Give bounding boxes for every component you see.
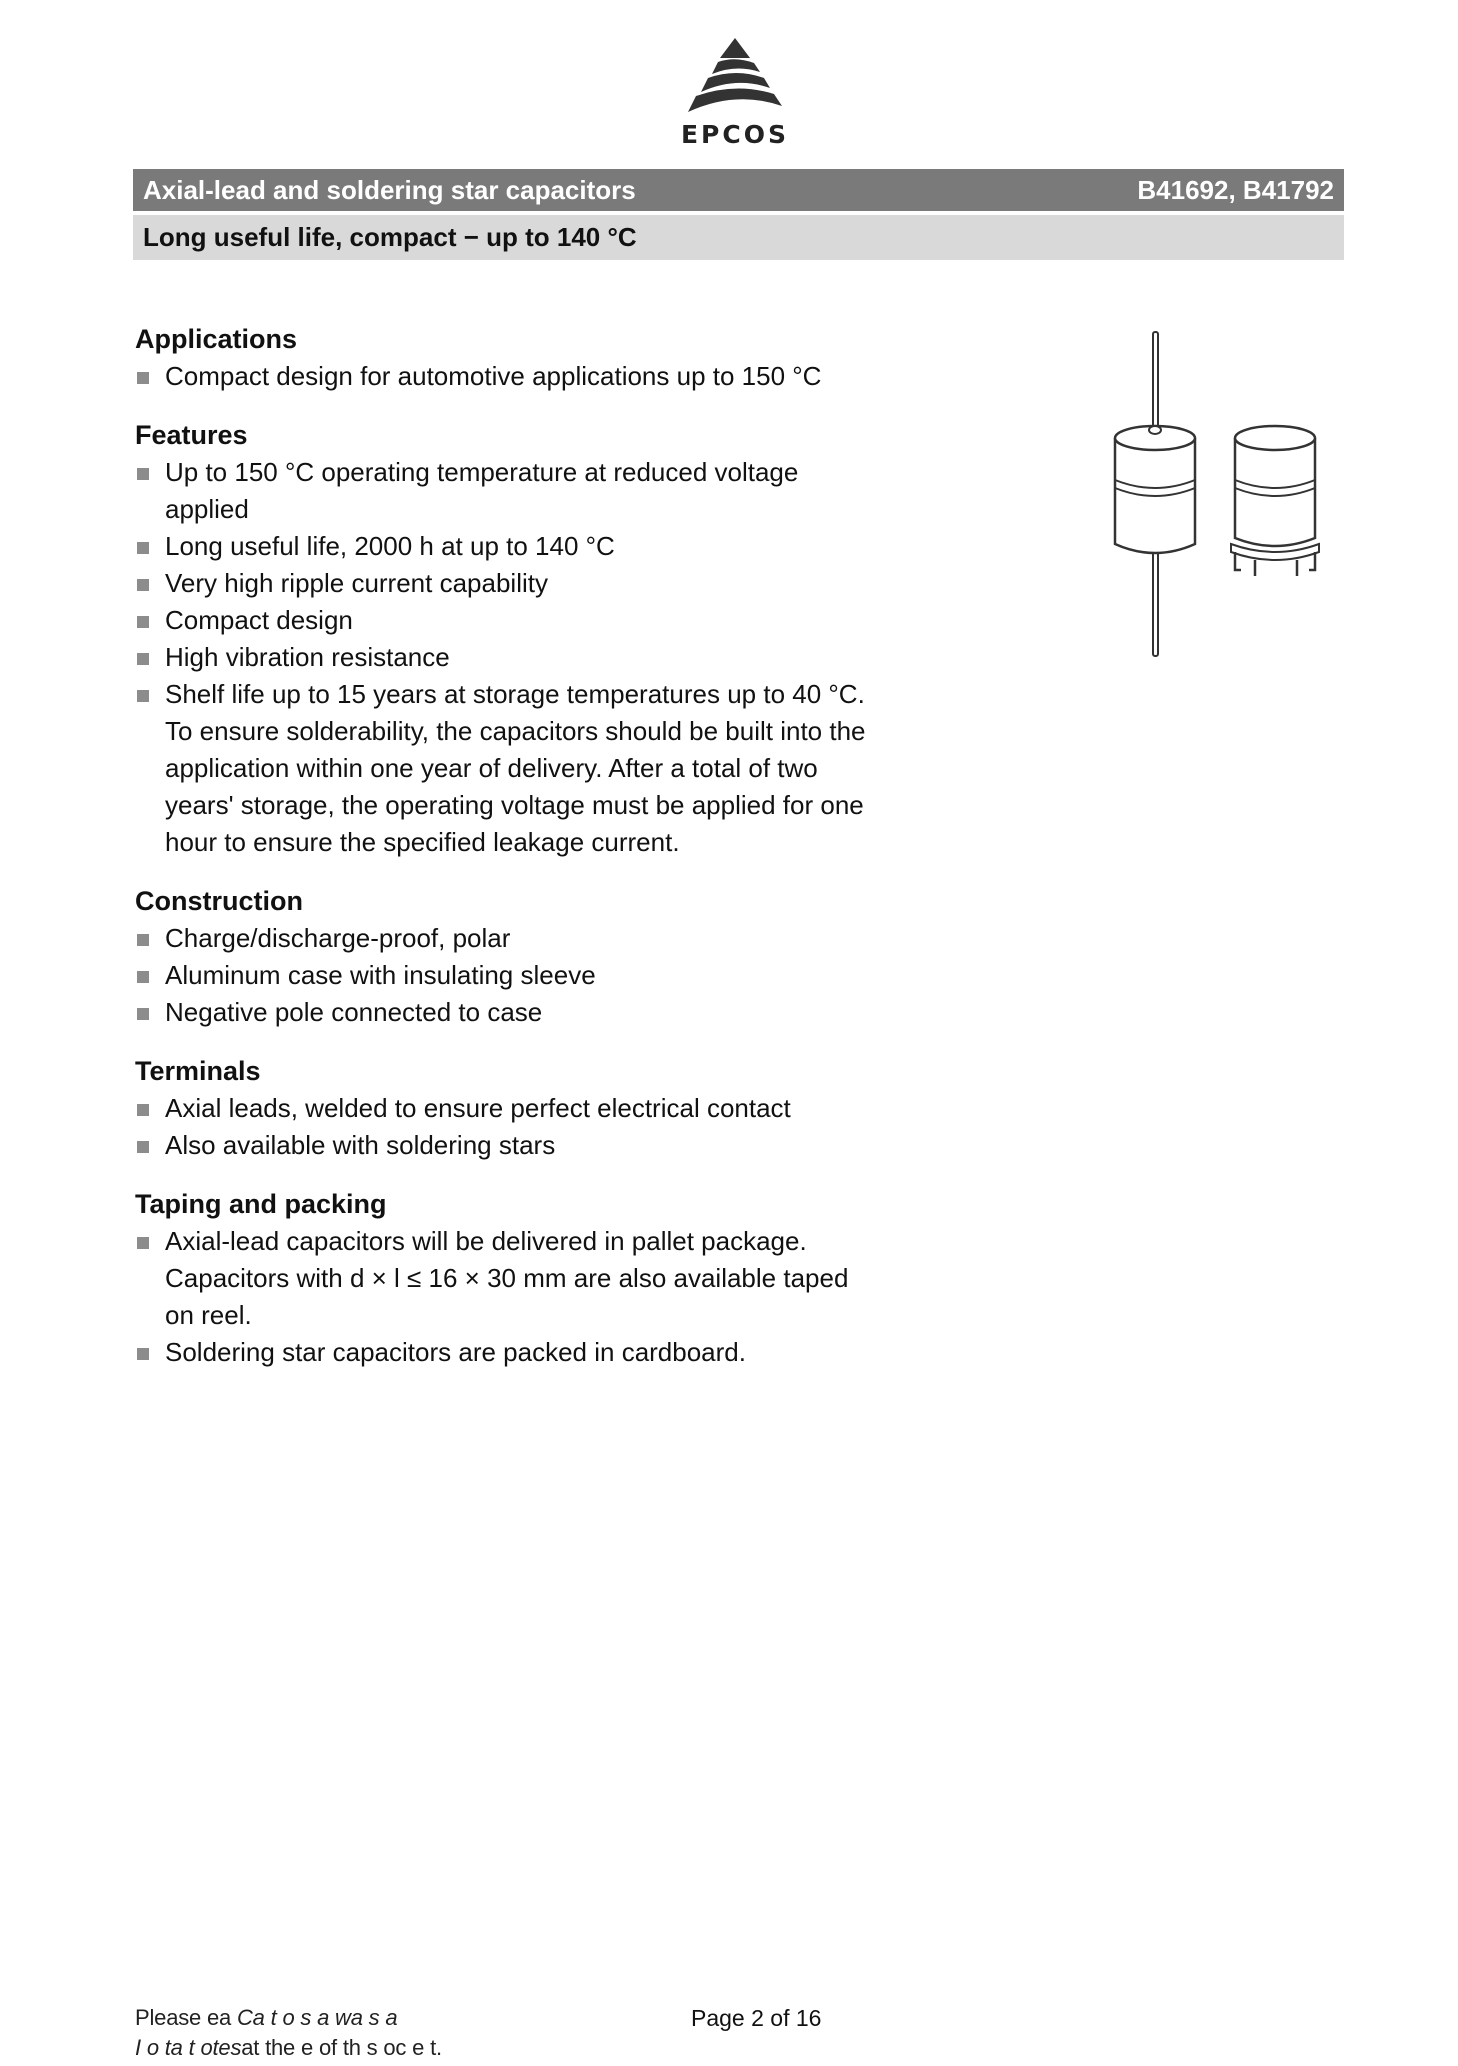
- section-applications: [135, 320, 935, 395]
- list-item: [135, 358, 935, 395]
- list-item: [135, 1127, 935, 1164]
- product-codes: B41692, B41792: [1137, 174, 1334, 205]
- main-content: [135, 320, 935, 1392]
- square-bullet-icon: [137, 1141, 149, 1153]
- square-bullet-icon: [137, 372, 149, 384]
- list-item: [135, 1090, 935, 1127]
- document-subtitle: Long useful life, compact − up to 140 °C: [143, 222, 637, 252]
- section-terminals: [135, 1052, 935, 1164]
- subtitle-bar: [133, 215, 1344, 260]
- list-item: [135, 602, 935, 639]
- square-bullet-icon: [137, 468, 149, 480]
- square-bullet-icon: [137, 1348, 149, 1360]
- list-item: [135, 676, 935, 861]
- page-number: Page 2 of 16: [691, 2005, 822, 2031]
- list-item-text: application within one year of delivery. After a total of two: [165, 753, 818, 783]
- list-item-text: Also available with soldering stars: [165, 1130, 556, 1160]
- list-item: [135, 957, 935, 994]
- bullet-list: [135, 1223, 935, 1371]
- section-heading: Terminals: [135, 1056, 261, 1086]
- epcos-logo: [670, 36, 800, 149]
- square-bullet-icon: [137, 1237, 149, 1249]
- square-bullet-icon: [137, 971, 149, 983]
- soldering-star-capacitor-icon: [1231, 426, 1319, 576]
- footer-note-line1a: Please ea: [135, 2005, 232, 2030]
- list-item: [135, 1223, 935, 1334]
- capacitor-illustration: [1105, 330, 1325, 670]
- section-features: [135, 416, 935, 861]
- bullet-list: [135, 454, 935, 861]
- list-item-text: Compact design for automotive applications up to 150 °C: [165, 361, 822, 391]
- list-item-text: Compact design: [165, 605, 353, 635]
- list-item: [135, 1334, 935, 1371]
- document-title: Axial-lead and soldering star capacitors: [143, 174, 636, 205]
- list-item-text: Shelf life up to 15 years at storage temperatures up to 40 °C.: [165, 679, 865, 709]
- square-bullet-icon: [137, 579, 149, 591]
- epcos-logo-icon: [670, 36, 800, 120]
- list-item-text: applied: [165, 494, 249, 524]
- list-item: [135, 639, 935, 676]
- list-item-text: Long useful life, 2000 h at up to 140 °C: [165, 531, 615, 561]
- square-bullet-icon: [137, 616, 149, 628]
- square-bullet-icon: [137, 653, 149, 665]
- list-item-text: Charge/discharge-proof, polar: [165, 923, 511, 953]
- title-bar: [133, 169, 1344, 211]
- section-heading: Applications: [135, 324, 298, 354]
- list-item-text: High vibration resistance: [165, 642, 450, 672]
- list-item-text: Axial leads, welded to ensure perfect electrical contact: [165, 1093, 791, 1123]
- section-heading: Construction: [135, 886, 303, 916]
- section-construction: [135, 882, 935, 1031]
- list-item-text: on reel.: [165, 1300, 252, 1330]
- list-item: [135, 994, 935, 1031]
- section-taping-and-packing: [135, 1185, 935, 1371]
- logo-text: EPCOS: [680, 120, 789, 149]
- list-item-text: To ensure solderability, the capacitors should be built into the: [165, 716, 866, 746]
- list-item-text: Aluminum case with insulating sleeve: [165, 960, 596, 990]
- list-item: [135, 454, 935, 528]
- section-heading: Taping and packing: [135, 1189, 387, 1219]
- list-item-text: Axial-lead capacitors will be delivered in pallet package.: [165, 1226, 807, 1256]
- square-bullet-icon: [137, 542, 149, 554]
- square-bullet-icon: [137, 1008, 149, 1020]
- footer-note-line1b: Ca t o s a wa s a: [236, 2005, 398, 2030]
- bullet-list: [135, 920, 935, 1031]
- list-item-text: Capacitors with d × l ≤ 16 × 30 mm are also available taped: [165, 1263, 849, 1293]
- axial-capacitor-icon: [1115, 332, 1195, 656]
- list-item: [135, 920, 935, 957]
- list-item-text: hour to ensure the specified leakage current.: [165, 827, 680, 857]
- list-item: [135, 565, 935, 602]
- square-bullet-icon: [137, 934, 149, 946]
- list-item-text: Very high ripple current capability: [165, 568, 548, 598]
- list-item-text: years' storage, the operating voltage must be applied for one: [165, 790, 864, 820]
- square-bullet-icon: [137, 690, 149, 702]
- section-heading: Features: [135, 420, 248, 450]
- list-item-text: Negative pole connected to case: [165, 997, 543, 1027]
- list-item-text: Soldering star capacitors are packed in cardboard.: [165, 1337, 746, 1367]
- footer-note-line2b: at the e of th s oc e t.: [241, 2035, 442, 2060]
- square-bullet-icon: [137, 1104, 149, 1116]
- list-item: [135, 528, 935, 565]
- footer-note-line2a: I o ta t otes: [135, 2035, 242, 2060]
- footer-note: [135, 2003, 442, 2063]
- list-item-text: Up to 150 °C operating temperature at reduced voltage: [165, 457, 799, 487]
- bullet-list: [135, 358, 935, 395]
- bullet-list: [135, 1090, 935, 1164]
